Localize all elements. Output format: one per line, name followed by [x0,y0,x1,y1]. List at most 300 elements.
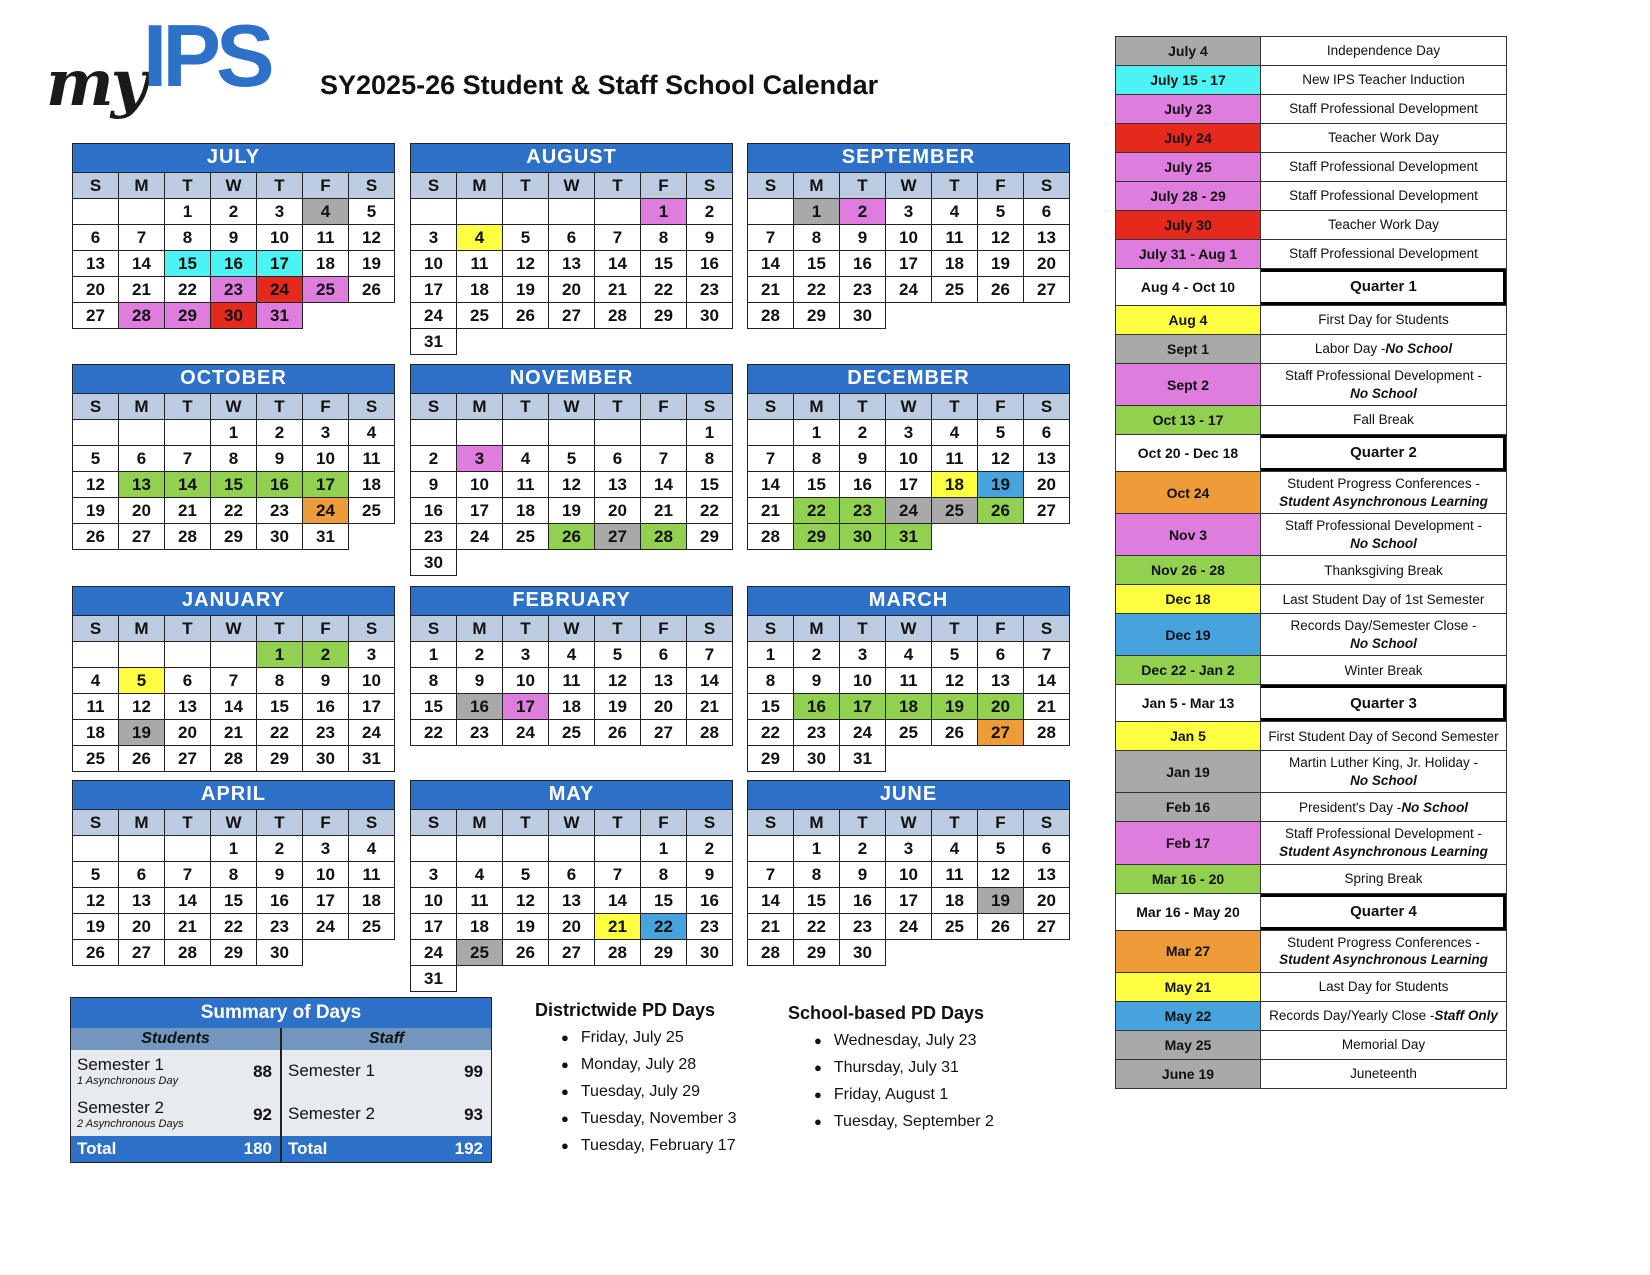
day-cell: 18 [549,694,595,720]
legend-row [1116,751,1506,793]
blank-cell [457,836,503,862]
legend-description-emphasis: Student Asynchronous Learning [1279,493,1488,509]
blank-cell [549,836,595,862]
day-cell: 28 [595,940,641,966]
day-cell: 16 [257,472,303,498]
dow-label: F [641,810,687,836]
logo-ips-text: IPS [142,6,270,105]
void-cell [303,940,349,966]
legend-date: Oct 20 - Dec 18 [1116,435,1261,471]
day-cell: 31 [411,329,457,355]
students-total-row: Total 180 [71,1136,280,1162]
day-cell: 1 [641,836,687,862]
day-cell: 30 [794,746,840,772]
day-cell: 12 [978,225,1024,251]
legend-date: July 4 [1116,37,1261,65]
day-cell: 11 [349,446,395,472]
void-cell [978,303,1024,329]
void-cell [549,329,595,355]
blank-cell [748,836,794,862]
dow-label: S [748,394,794,420]
dow-label: M [457,394,503,420]
day-cell: 8 [641,225,687,251]
pd-day-label: Friday, August 1 [833,1086,949,1103]
void-cell [687,329,733,355]
day-cell: 14 [641,472,687,498]
dow-label: T [503,394,549,420]
day-cell: 6 [165,668,211,694]
pd-day-item [814,1086,1048,1104]
void-cell [457,550,503,576]
day-cell: 28 [165,940,211,966]
dow-label: S [1024,616,1070,642]
bullet-icon: ● [561,1084,569,1099]
legend-date: Sept 1 [1116,335,1261,363]
day-cell: 30 [687,303,733,329]
bullet-icon: ● [561,1138,569,1153]
day-cell: 6 [1024,836,1070,862]
day-cell: 27 [549,940,595,966]
day-cell: 20 [165,720,211,746]
day-cell: 20 [641,694,687,720]
day-cell: 21 [748,498,794,524]
day-cell: 19 [932,694,978,720]
blank-cell [503,836,549,862]
dow-label: T [257,173,303,199]
month-grid [72,615,395,772]
day-cell: 9 [411,472,457,498]
dow-label: M [119,810,165,836]
day-cell: 8 [257,668,303,694]
month-calendar-february [410,586,733,746]
day-cell: 11 [457,888,503,914]
blank-cell [595,199,641,225]
summary-row-staff-sem2 [282,1093,491,1136]
day-cell: 3 [503,642,549,668]
void-cell [641,550,687,576]
pd-day-label: Thursday, July 31 [833,1059,959,1076]
day-cell: 25 [73,746,119,772]
day-cell: 29 [748,746,794,772]
day-cell: 13 [549,888,595,914]
dow-label: M [457,810,503,836]
day-cell: 11 [457,251,503,277]
day-cell: 11 [886,668,932,694]
day-cell: 2 [257,836,303,862]
legend-description-emphasis: Student Asynchronous Learning [1279,844,1488,860]
legend-date: July 23 [1116,95,1261,123]
day-cell: 27 [549,303,595,329]
dow-label: S [73,173,119,199]
legend-row [1116,1031,1506,1060]
dow-label: W [211,810,257,836]
void-cell [932,303,978,329]
day-cell: 5 [978,199,1024,225]
day-cell: 14 [211,694,257,720]
day-cell: 3 [457,446,503,472]
day-cell: 7 [595,225,641,251]
legend-row [1116,240,1506,269]
row-value: 99 [464,1061,483,1081]
legend-date: July 31 - Aug 1 [1116,240,1261,268]
dow-label: T [840,394,886,420]
day-cell: 22 [211,498,257,524]
day-cell: 14 [595,888,641,914]
day-cell: 12 [503,888,549,914]
day-cell: 28 [748,303,794,329]
dow-label: W [886,616,932,642]
blank-cell [211,642,257,668]
dow-label: S [349,173,395,199]
legend-date: Oct 13 - 17 [1116,406,1261,434]
legend-description: Thanksgiving Break [1324,562,1443,578]
day-cell: 28 [641,524,687,550]
legend-description: Quarter 4 [1350,902,1417,920]
dow-label: W [886,810,932,836]
day-cell: 24 [886,277,932,303]
day-cell: 12 [503,251,549,277]
day-cell: 2 [840,836,886,862]
dow-label: F [303,173,349,199]
blank-cell [119,420,165,446]
day-cell: 2 [457,642,503,668]
day-cell: 16 [457,694,503,720]
day-cell: 1 [748,642,794,668]
day-cell: 31 [840,746,886,772]
day-cell: 23 [687,914,733,940]
legend-row [1116,556,1506,585]
day-cell: 21 [165,914,211,940]
day-cell: 22 [794,277,840,303]
bullet-icon: ● [814,1033,822,1048]
void-cell [595,329,641,355]
legend-description: Juneteenth [1350,1065,1417,1081]
day-cell: 29 [211,524,257,550]
pd-day-item [814,1113,1048,1131]
day-cell: 9 [257,446,303,472]
day-cell: 27 [165,746,211,772]
day-cell: 5 [503,225,549,251]
day-cell: 16 [840,251,886,277]
legend-row [1116,364,1506,406]
day-cell: 23 [257,498,303,524]
day-cell: 17 [840,694,886,720]
day-cell: 19 [119,720,165,746]
legend-description: Staff Professional Development [1289,188,1478,204]
legend-date: July 30 [1116,211,1261,239]
legend-description: Student Progress Conferences - Student Asynchronous Learning [1279,476,1488,509]
legend-row [1116,306,1506,335]
void-cell [549,966,595,992]
day-cell: 26 [978,277,1024,303]
day-cell: 20 [119,498,165,524]
month-calendar-april [72,780,395,966]
day-cell: 23 [303,720,349,746]
void-cell [886,940,932,966]
day-cell: 14 [748,888,794,914]
day-cell: 2 [211,199,257,225]
legend-row [1116,95,1506,124]
blank-cell [73,420,119,446]
day-cell: 6 [119,446,165,472]
day-cell: 13 [73,251,119,277]
legend-date: May 21 [1116,973,1261,1001]
month-grid [72,809,395,966]
day-cell: 23 [840,277,886,303]
day-cell: 21 [641,498,687,524]
row-label: Semester 2 2 Asynchronous Days [77,1098,184,1130]
day-cell: 13 [549,251,595,277]
legend-description: Martin Luther King, Jr. Holiday - No School [1288,755,1479,788]
legend-date: Dec 18 [1116,585,1261,613]
dow-label: S [73,394,119,420]
void-cell [932,524,978,550]
blank-cell [73,199,119,225]
day-cell: 4 [457,862,503,888]
day-cell: 1 [211,420,257,446]
day-cell: 14 [165,472,211,498]
legend-description: Teacher Work Day [1328,217,1439,233]
day-cell: 29 [641,303,687,329]
blank-cell [411,420,457,446]
page-title: SY2025-26 Student & Staff School Calendar [320,70,879,100]
day-cell: 29 [211,940,257,966]
legend-date: Jan 19 [1116,751,1261,792]
legend-row [1116,1060,1506,1089]
dow-label: S [411,616,457,642]
pd-day-label: Tuesday, September 2 [833,1113,994,1130]
day-cell: 15 [794,888,840,914]
day-cell: 10 [840,668,886,694]
row-value: 88 [253,1061,272,1081]
day-cell: 8 [794,225,840,251]
blank-cell [165,642,211,668]
month-title: MARCH [747,586,1070,615]
legend-description-emphasis: No School [1350,772,1417,788]
day-cell: 30 [257,940,303,966]
day-cell: 8 [211,446,257,472]
day-cell: 15 [411,694,457,720]
day-cell: 6 [641,642,687,668]
day-cell: 10 [349,668,395,694]
void-cell [932,940,978,966]
dow-label: S [349,810,395,836]
day-cell: 10 [303,862,349,888]
dow-label: M [119,616,165,642]
myips-logo [46,6,270,121]
day-cell: 7 [1024,642,1070,668]
day-cell: 17 [349,694,395,720]
day-cell: 16 [840,472,886,498]
day-cell: 6 [549,862,595,888]
dow-label: S [687,173,733,199]
day-cell: 10 [411,251,457,277]
void-cell [303,303,349,329]
dow-label: T [932,810,978,836]
legend-quarter-row [1116,685,1506,722]
day-cell: 20 [595,498,641,524]
day-cell: 26 [73,940,119,966]
day-cell: 24 [303,498,349,524]
legend-description: Staff Professional Development - No School [1284,368,1483,401]
dow-label: M [457,173,503,199]
staff-total-row: Total 192 [282,1136,491,1162]
day-cell: 3 [411,862,457,888]
legend-date: Aug 4 - Oct 10 [1116,269,1261,305]
dow-label: T [840,173,886,199]
legend-row [1116,585,1506,614]
day-cell: 22 [794,914,840,940]
day-cell: 30 [257,524,303,550]
day-cell: 26 [503,940,549,966]
legend-description: Fall Break [1353,412,1414,428]
day-cell: 6 [978,642,1024,668]
legend-date: July 24 [1116,124,1261,152]
day-cell: 7 [748,862,794,888]
day-cell: 26 [73,524,119,550]
day-cell: 21 [595,914,641,940]
void-cell [1024,746,1070,772]
day-cell: 17 [303,472,349,498]
day-cell: 19 [978,251,1024,277]
day-cell: 11 [932,862,978,888]
legend-description-emphasis: No School [1350,535,1417,551]
dow-label: S [748,173,794,199]
day-cell: 23 [211,277,257,303]
day-cell: 31 [411,966,457,992]
districtwide-pd-list [535,1029,795,1155]
month-calendar-december [747,364,1070,550]
day-cell: 6 [119,862,165,888]
month-calendar-october [72,364,395,550]
blank-cell [73,836,119,862]
day-cell: 25 [349,498,395,524]
day-cell: 14 [748,472,794,498]
bullet-icon: ● [814,1060,822,1075]
day-cell: 17 [303,888,349,914]
day-cell: 16 [687,888,733,914]
day-cell: 11 [503,472,549,498]
pd-day-item [561,1029,795,1047]
day-cell: 9 [303,668,349,694]
day-cell: 17 [503,694,549,720]
month-title: JANUARY [72,586,395,615]
dow-label: T [840,810,886,836]
day-cell: 17 [411,914,457,940]
legend-date: July 25 [1116,153,1261,181]
day-cell: 9 [840,446,886,472]
legend-row [1116,182,1506,211]
summary-students-column [71,1028,280,1162]
day-cell: 17 [886,251,932,277]
day-cell: 14 [119,251,165,277]
dow-label: F [641,394,687,420]
blank-cell [641,420,687,446]
bullet-icon: ● [814,1087,822,1102]
dow-label: T [932,173,978,199]
day-cell: 1 [794,199,840,225]
day-cell: 21 [748,277,794,303]
day-cell: 5 [595,642,641,668]
day-cell: 29 [165,303,211,329]
day-cell: 8 [687,446,733,472]
legend-description: Staff Professional Development [1289,101,1478,117]
pd-day-item [814,1059,1048,1077]
day-cell: 14 [748,251,794,277]
legend-description-emphasis: No School [1350,385,1417,401]
day-cell: 29 [687,524,733,550]
students-header: Students [71,1028,280,1050]
day-cell: 12 [349,225,395,251]
day-cell: 20 [549,914,595,940]
pd-day-item [561,1137,795,1155]
void-cell [886,303,932,329]
dow-label: S [687,616,733,642]
dow-label: T [165,394,211,420]
void-cell [503,329,549,355]
day-cell: 24 [257,277,303,303]
day-cell: 21 [595,277,641,303]
day-cell: 10 [886,225,932,251]
dow-label: W [549,173,595,199]
day-cell: 3 [886,199,932,225]
dow-label: S [349,616,395,642]
day-cell: 31 [886,524,932,550]
void-cell [1024,524,1070,550]
day-cell: 25 [549,720,595,746]
day-cell: 20 [549,277,595,303]
day-cell: 15 [257,694,303,720]
legend-row [1116,66,1506,95]
day-cell: 4 [549,642,595,668]
blank-cell [748,199,794,225]
day-cell: 30 [687,940,733,966]
bullet-icon: ● [814,1114,822,1129]
day-cell: 2 [411,446,457,472]
day-cell: 9 [457,668,503,694]
day-cell: 2 [840,420,886,446]
legend-row [1116,153,1506,182]
day-cell: 6 [1024,420,1070,446]
day-cell: 26 [503,303,549,329]
month-grid [72,172,395,329]
day-cell: 25 [886,720,932,746]
legend-date: Mar 16 - May 20 [1116,894,1261,930]
day-cell: 19 [73,914,119,940]
day-cell: 19 [503,914,549,940]
day-cell: 31 [257,303,303,329]
day-cell: 22 [641,914,687,940]
day-cell: 30 [840,524,886,550]
dow-label: T [503,810,549,836]
day-cell: 1 [211,836,257,862]
day-cell: 12 [119,694,165,720]
month-title: JULY [72,143,395,172]
legend-row [1116,335,1506,364]
void-cell [549,550,595,576]
day-cell: 2 [687,199,733,225]
summary-row-students-sem1 [71,1050,280,1093]
day-cell: 13 [1024,225,1070,251]
day-cell: 11 [349,862,395,888]
day-cell: 11 [932,225,978,251]
bullet-icon: ● [561,1030,569,1045]
blank-cell [411,199,457,225]
void-cell [503,550,549,576]
legend-description-emphasis: Student Asynchronous Learning [1279,952,1488,968]
day-cell: 22 [257,720,303,746]
blank-cell [165,836,211,862]
